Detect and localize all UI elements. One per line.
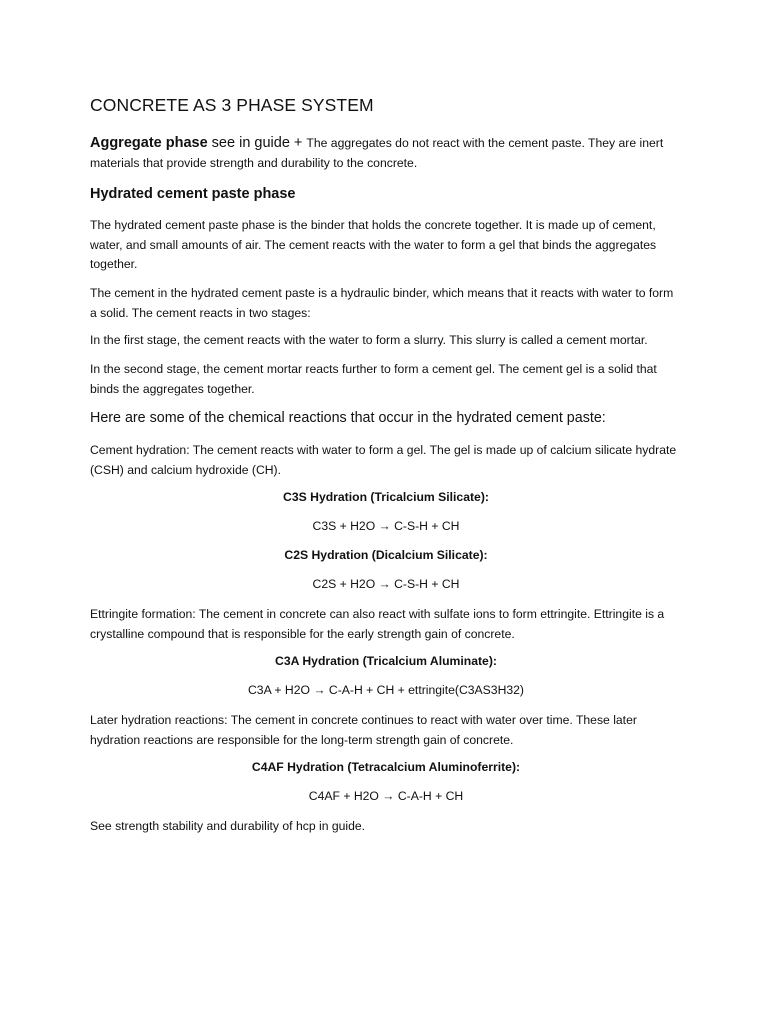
- aggregate-text: The aggregates do not react with the cement paste. They are inert materials that provide strength and durability to the concrete.: [90, 136, 664, 170]
- aggregate-heading: Aggregate phase: [90, 135, 208, 151]
- c4af-equation: C4AF + H2O → C-A-H + CH: [308, 789, 464, 803]
- hcp-paragraph-1: The hydrated cement paste phase is the binder that holds the concrete together. It is made up of cement, water, and small amounts of air. The cement reacts with the water to form a gel that binds the aggregates together.: [90, 218, 657, 271]
- hcp-paragraph-2: The cement in the hydrated cement paste is a hydraulic binder, which means that it reacts with water to form a solid. The cement reacts in two stages:: [90, 286, 674, 320]
- page-title: CONCRETE AS 3 PHASE SYSTEM: [90, 95, 374, 115]
- hcp-paragraph-4: In the second stage, the cement mortar reacts further to form a cement gel. The cement gel is a solid that binds the aggregates together.: [90, 362, 657, 396]
- c2s-equation: C2S + H2O → C-S-H + CH: [312, 577, 460, 591]
- hcp-paragraph-3: In the first stage, the cement reacts with the water to form a slurry. This slurry is called a cement mortar.: [90, 333, 648, 347]
- c3a-equation: C3A + H2O → C-A-H + CH + ettringite(C3AS3H32): [247, 683, 524, 697]
- hcp-heading: Hydrated cement paste phase: [90, 186, 296, 202]
- aggregate-see-guide: see in guide +: [207, 135, 307, 151]
- ettringite-paragraph: Ettringite formation: The cement in concrete can also react with sulfate ions to form ettringite. Ettringite is a crystalline compound that is responsible for the early strength gain of concrete.: [90, 607, 665, 641]
- c3s-equation: C3S + H2O → C-S-H + CH: [312, 519, 460, 533]
- cement-hydration-paragraph: Cement hydration: The cement reacts with water to form a gel. The gel is made up of calcium silicate hydrate (CSH) and calcium hydroxide (CH).: [90, 443, 677, 477]
- later-hydration-paragraph: Later hydration reactions: The cement in concrete continues to react with water over time. These later hydration reactions are responsible for the long-term strength gain of concrete.: [90, 713, 637, 747]
- c3s-title: C3S Hydration (Tricalcium Silicate):: [283, 490, 489, 504]
- aggregate-paragraph: [90, 134, 682, 173]
- c2s-title: C2S Hydration (Dicalcium Silicate):: [284, 548, 488, 562]
- c3a-title: C3A Hydration (Tricalcium Aluminate):: [275, 654, 497, 668]
- reactions-intro: Here are some of the chemical reactions that occur in the hydrated cement paste:: [90, 410, 606, 426]
- closing-note: See strength stability and durability of hcp in guide.: [90, 819, 366, 833]
- c4af-title: C4AF Hydration (Tetracalcium Aluminoferrite):: [251, 760, 521, 774]
